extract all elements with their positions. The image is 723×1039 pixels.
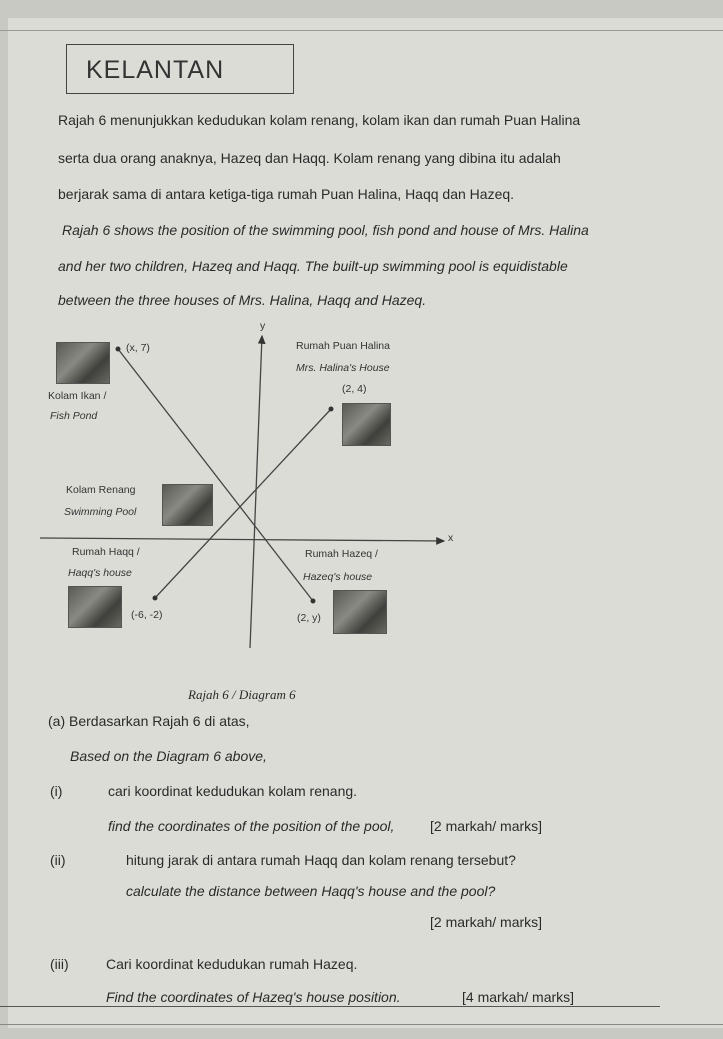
hazeq-label-malay: Rumah Hazeq / xyxy=(305,548,378,560)
fish-pond-label-malay: Kolam Ikan / xyxy=(48,390,107,402)
haqq-coord: (-6, -2) xyxy=(131,609,163,621)
hazeq-house-image xyxy=(333,590,387,634)
haqq-label-english: Haqq's house xyxy=(68,567,132,579)
y-axis-label: y xyxy=(260,320,266,332)
q1-english: find the coordinates of the position of the pool, xyxy=(108,818,395,834)
intro-english-1: Rajah 6 shows the position of the swimming pool, fish pond and house of Mrs. Halina xyxy=(62,222,589,238)
intro-english-2: and her two children, Hazeq and Haqq. The built-up swimming pool is equidistable xyxy=(58,258,568,274)
question-a-english: Based on the Diagram 6 above, xyxy=(70,748,267,764)
q3-malay: Cari koordinat kedudukan rumah Hazeq. xyxy=(106,956,358,972)
haqq-label-malay: Rumah Haqq / xyxy=(72,546,140,558)
halina-label-english: Mrs. Halina's House xyxy=(296,362,390,374)
halina-house-image xyxy=(342,403,391,446)
intro-english-3: between the three houses of Mrs. Halina, Haqq and Hazeq. xyxy=(58,292,427,308)
q2-marks: [2 markah/ marks] xyxy=(430,914,543,930)
point-haqq xyxy=(153,596,158,601)
intro-malay-2: serta dua orang anaknya, Hazeq dan Haqq. Kolam renang yang dibina itu adalah xyxy=(58,150,561,166)
x-axis-label: x xyxy=(448,532,454,544)
point-halina xyxy=(329,407,334,412)
hazeq-label-english: Hazeq's house xyxy=(303,571,373,583)
q3-number: (iii) xyxy=(50,956,69,972)
intro-malay-3: berjarak sama di antara ketiga-tiga rumah Puan Halina, Haqq dan Hazeq. xyxy=(58,186,515,202)
pool-label-english: Swimming Pool xyxy=(64,506,137,518)
q1-number: (i) xyxy=(50,783,63,799)
line-fishpond-hazeq xyxy=(118,349,313,601)
fish-pond-image xyxy=(56,342,110,384)
bottom-edge xyxy=(0,1024,723,1025)
answer-line xyxy=(0,1006,660,1007)
q2-number: (ii) xyxy=(50,852,66,868)
q3-english: Find the coordinates of Hazeq's house position. xyxy=(106,989,401,1005)
fish-pond-label-english: Fish Pond xyxy=(50,410,98,422)
x-axis xyxy=(40,538,444,541)
intro-malay-1: Rajah 6 menunjukkan kedudukan kolam renang, kolam ikan dan rumah Puan Halina xyxy=(58,112,581,128)
pool-image xyxy=(162,484,213,526)
q1-malay: cari koordinat kedudukan kolam renang. xyxy=(108,783,358,799)
y-axis xyxy=(250,336,262,648)
q2-malay: hitung jarak di antara rumah Haqq dan kolam renang tersebut? xyxy=(126,852,516,868)
halina-label-malay: Rumah Puan Halina xyxy=(296,340,390,352)
q3-marks: [4 markah/ marks] xyxy=(462,989,575,1005)
q2-english: calculate the distance between Haqq's house and the pool? xyxy=(126,883,496,899)
point-hazeq xyxy=(311,599,316,604)
pool-label-malay: Kolam Renang xyxy=(66,484,136,496)
point-fish-pond xyxy=(116,347,121,352)
page-title: KELANTAN xyxy=(86,56,225,84)
halina-coord: (2, 4) xyxy=(342,383,367,395)
question-a-malay: (a) Berdasarkan Rajah 6 di atas, xyxy=(48,713,250,729)
hazeq-coord: (2, y) xyxy=(297,612,321,624)
diagram-caption: Rajah 6 / Diagram 6 xyxy=(188,687,296,702)
q1-marks: [2 markah/ marks] xyxy=(430,818,543,834)
fish-pond-coord: (x, 7) xyxy=(126,342,150,354)
haqq-house-image xyxy=(68,586,122,628)
